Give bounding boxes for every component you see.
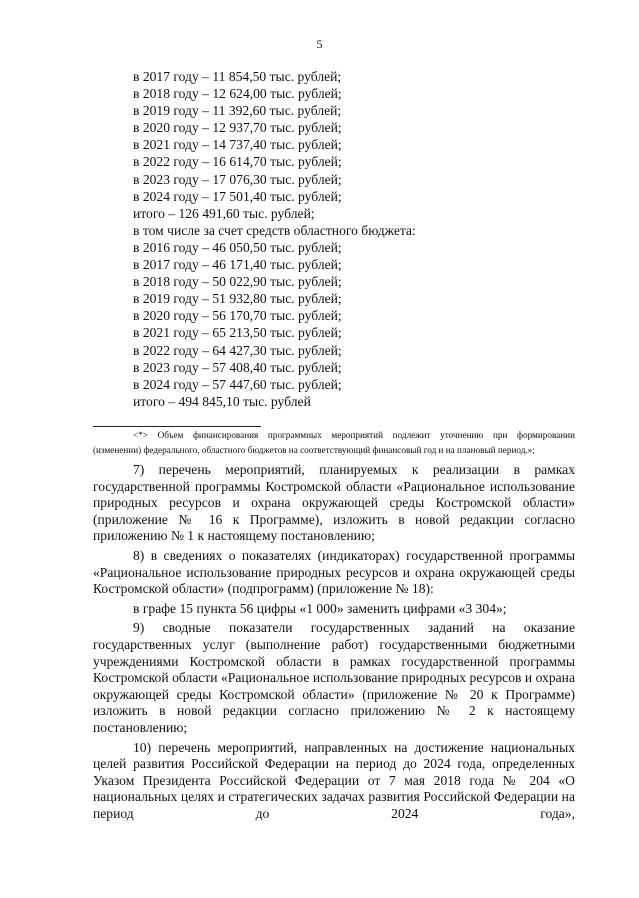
- regional-line-2023: в 2023 году – 57 408,40 тыс. рублей;: [133, 359, 342, 375]
- regional-line-2017: в 2017 году – 46 171,40 тыс. рублей;: [133, 257, 342, 273]
- federal-line-2021: в 2021 году – 14 737,40 тыс. рублей;: [133, 137, 342, 153]
- federal-line-2018: в 2018 году – 12 624,00 тыс. рублей;: [133, 86, 342, 102]
- regional-total: итого – 494 845,10 тыс. рублей: [133, 393, 311, 409]
- financing-list: [133, 68, 416, 410]
- federal-line-2022: в 2022 году – 16 614,70 тыс. рублей;: [133, 154, 342, 170]
- regional-line-2019: в 2019 году – 51 932,80 тыс. рублей;: [133, 291, 342, 307]
- federal-line-2020: в 2020 году – 12 937,70 тыс. рублей;: [133, 120, 342, 136]
- footnote-line-1: <*> Объем финансирования программных мероприятий подлежит уточнению при формировании: [133, 430, 575, 440]
- page-number: 5: [316, 37, 323, 51]
- paragraph-7: 7) перечень мероприятий, планируемых к реализации в рамках государственной программы Костромской области «Рациональное использование природных ресурсов и охрана окружающей среды Костромской области» (приложение № 16 к Программе), изложить в новой редакции согласно приложению № 1 к настоящему постановлению;: [93, 462, 575, 544]
- federal-line-2019: в 2019 году – 11 392,60 тыс. рублей;: [133, 103, 342, 119]
- footnote-line-2: (изменении) федерального, областного бюджетов на соответствующий финансовый год и на плановый период.»;: [93, 445, 535, 455]
- footnote-divider: [93, 426, 261, 427]
- footnote: [93, 428, 575, 458]
- regional-line-2022: в 2022 году – 64 427,30 тыс. рублей;: [133, 342, 342, 358]
- federal-line-2017: в 2017 году – 11 854,50 тыс. рублей;: [133, 69, 342, 84]
- regional-line-2024: в 2024 году – 57 447,60 тыс. рублей;: [133, 376, 342, 392]
- regional-heading: в том числе за счет средств областного бюджета:: [133, 222, 416, 238]
- federal-total: итого – 126 491,60 тыс. рублей;: [133, 205, 315, 221]
- regional-line-2016: в 2016 году – 46 050,50 тыс. рублей;: [133, 239, 342, 255]
- regional-line-2018: в 2018 году – 50 022,90 тыс. рублей;: [133, 274, 342, 290]
- paragraph-8-subitem: в графе 15 пункта 56 цифры «1 000» заменить цифрами «3 304»;: [133, 600, 507, 616]
- regional-line-2020: в 2020 году – 56 170,70 тыс. рублей;: [133, 308, 342, 324]
- paragraph-8: 8) в сведениях о показателях (индикаторах) государственной программы «Рациональное использование природных ресурсов и охрана окружающей среды Костромской области» (подпрограмм) (приложение № 18):: [93, 547, 575, 597]
- paragraph-9: 9) сводные показатели государственных заданий на оказание государственных услуг (выполнение работ) государственными бюджетными учреждениями Костромской области в рамках государственной программы Костромской области «Рациональное использование природных ресурсов и охрана окружающей среды Костромской области» (приложение № 20 к Программе) изложить в новой редакции согласно приложению № 2 к настоящему постановлению;: [93, 620, 575, 735]
- federal-line-2023: в 2023 году – 17 076,30 тыс. рублей;: [133, 171, 342, 187]
- regional-line-2021: в 2021 году – 65 213,50 тыс. рублей;: [133, 325, 342, 341]
- federal-line-2024: в 2024 году – 17 501,40 тыс. рублей;: [133, 188, 342, 204]
- paragraph-10: 10) перечень мероприятий, направленных на достижение национальных целей развития Российской Федерации на период до 2024 года, определенных Указом Президента Российской Федерации от 7 мая 2018 года № 204 «О национальных целях и стратегических задачах развития Российской Федерации на период до 2024 года»,: [93, 739, 575, 821]
- body-text: [93, 462, 575, 825]
